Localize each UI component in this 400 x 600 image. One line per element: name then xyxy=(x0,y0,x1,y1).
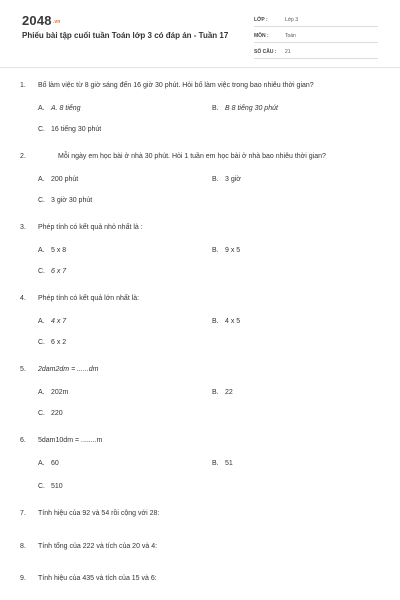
option-text: 220 xyxy=(51,410,63,417)
option-letter: C. xyxy=(38,483,45,490)
header-divider xyxy=(0,67,400,68)
option-letter: C. xyxy=(38,268,45,275)
question-text: Bố làm việc từ 8 giờ sáng đến 16 giờ 30 phút. Hỏi bố làm việc trong bao nhiêu thời gian? xyxy=(38,82,314,89)
meta-table xyxy=(254,13,378,61)
option-text: A. 8 tiếng xyxy=(51,105,81,112)
site-logo[interactable] xyxy=(22,13,61,28)
question-number: 7. xyxy=(20,510,26,517)
option-text: 3 giờ 30 phút xyxy=(51,197,93,204)
meta-value: Toán xyxy=(285,32,296,39)
option-c[interactable] xyxy=(38,410,63,417)
option-c[interactable] xyxy=(38,339,66,346)
option-a[interactable] xyxy=(38,318,66,325)
logo-suffix: .vn xyxy=(52,18,61,25)
option-text: 4 x 5 xyxy=(225,318,241,325)
question-number: 3. xyxy=(20,224,26,231)
option-text: 60 xyxy=(51,460,59,467)
option-letter: A. xyxy=(38,460,45,467)
option-letter: A. xyxy=(38,176,45,183)
meta-value: 21 xyxy=(285,48,291,55)
option-text: 202m xyxy=(51,389,69,396)
question-number: 4. xyxy=(20,295,26,302)
option-text: 5 x 8 xyxy=(51,247,67,254)
meta-row-subject xyxy=(254,29,378,43)
question-text: Tính hiệu của 92 và 54 rồi cộng với 28: xyxy=(38,510,160,517)
option-letter: C. xyxy=(38,339,45,346)
option-a[interactable] xyxy=(38,460,59,467)
option-text: 3 giờ xyxy=(225,176,241,183)
question-number: 5. xyxy=(20,366,26,373)
question-number: 6. xyxy=(20,437,26,444)
question-text: 2dam2dm = ......dm xyxy=(38,366,99,373)
question-number: 1. xyxy=(20,82,26,89)
option-b[interactable] xyxy=(212,389,233,396)
option-letter: B. xyxy=(212,389,219,396)
option-b[interactable] xyxy=(212,105,278,112)
meta-key: SỐ CÂU : xyxy=(254,48,277,55)
question-text: 5dam10dm = ........m xyxy=(38,437,103,444)
option-text: 200 phút xyxy=(51,176,79,183)
question-text: Phép tính có kết quả nhỏ nhất là : xyxy=(38,224,143,231)
option-a[interactable] xyxy=(38,247,66,254)
option-a[interactable] xyxy=(38,105,81,112)
option-letter: B. xyxy=(212,247,219,254)
meta-value: Lớp 3 xyxy=(285,16,299,23)
option-letter: C. xyxy=(38,410,45,417)
meta-row-grade xyxy=(254,13,378,27)
option-b[interactable] xyxy=(212,460,233,467)
option-b[interactable] xyxy=(212,247,240,254)
question-text: Tính hiệu của 435 và tích của 15 và 6: xyxy=(38,575,157,582)
option-text: 9 x 5 xyxy=(225,247,241,254)
question-text: Tính tổng của 222 và tích của 20 và 4: xyxy=(38,543,158,550)
question-number: 9. xyxy=(20,575,26,582)
option-text: 16 tiếng 30 phút xyxy=(51,126,102,133)
option-letter: A. xyxy=(38,318,45,325)
option-letter: C. xyxy=(38,197,45,204)
option-text: 4 x 7 xyxy=(51,318,67,325)
option-letter: B. xyxy=(212,176,219,183)
option-c[interactable] xyxy=(38,197,92,204)
option-letter: B. xyxy=(212,318,219,325)
option-a[interactable] xyxy=(38,389,69,396)
logo-text: 2048 xyxy=(22,13,52,28)
meta-row-count xyxy=(254,45,378,59)
option-letter: B. xyxy=(212,460,219,467)
option-text: B 8 tiếng 30 phút xyxy=(225,105,278,112)
option-text: 51 xyxy=(225,460,233,467)
question-number: 2. xyxy=(20,153,26,160)
meta-key: MÔN : xyxy=(254,32,269,39)
option-letter: A. xyxy=(38,105,45,112)
option-text: 6 x 7 xyxy=(51,268,67,275)
meta-key: LỚP : xyxy=(254,16,268,23)
option-letter: A. xyxy=(38,389,45,396)
option-letter: B. xyxy=(212,105,219,112)
option-letter: A. xyxy=(38,247,45,254)
option-text: 6 x 2 xyxy=(51,339,67,346)
option-b[interactable] xyxy=(212,318,240,325)
option-text: 22 xyxy=(225,389,233,396)
option-b[interactable] xyxy=(212,176,241,183)
question-text: Phép tính có kết quả lớn nhất là: xyxy=(38,295,140,302)
option-c[interactable] xyxy=(38,268,66,275)
question-text: Mỗi ngày em học bài ở nhà 30 phút. Hỏi 1 tuần em học bài ở nhà bao nhiêu thời gian? xyxy=(58,153,326,160)
option-a[interactable] xyxy=(38,176,78,183)
question-number: 8. xyxy=(20,543,26,550)
option-c[interactable] xyxy=(38,126,101,133)
option-letter: C. xyxy=(38,126,45,133)
option-text: 510 xyxy=(51,483,63,490)
option-c[interactable] xyxy=(38,483,63,490)
worksheet-title: Phiếu bài tập cuối tuần Toán lớp 3 có đáp án - Tuần 17 xyxy=(22,31,229,40)
